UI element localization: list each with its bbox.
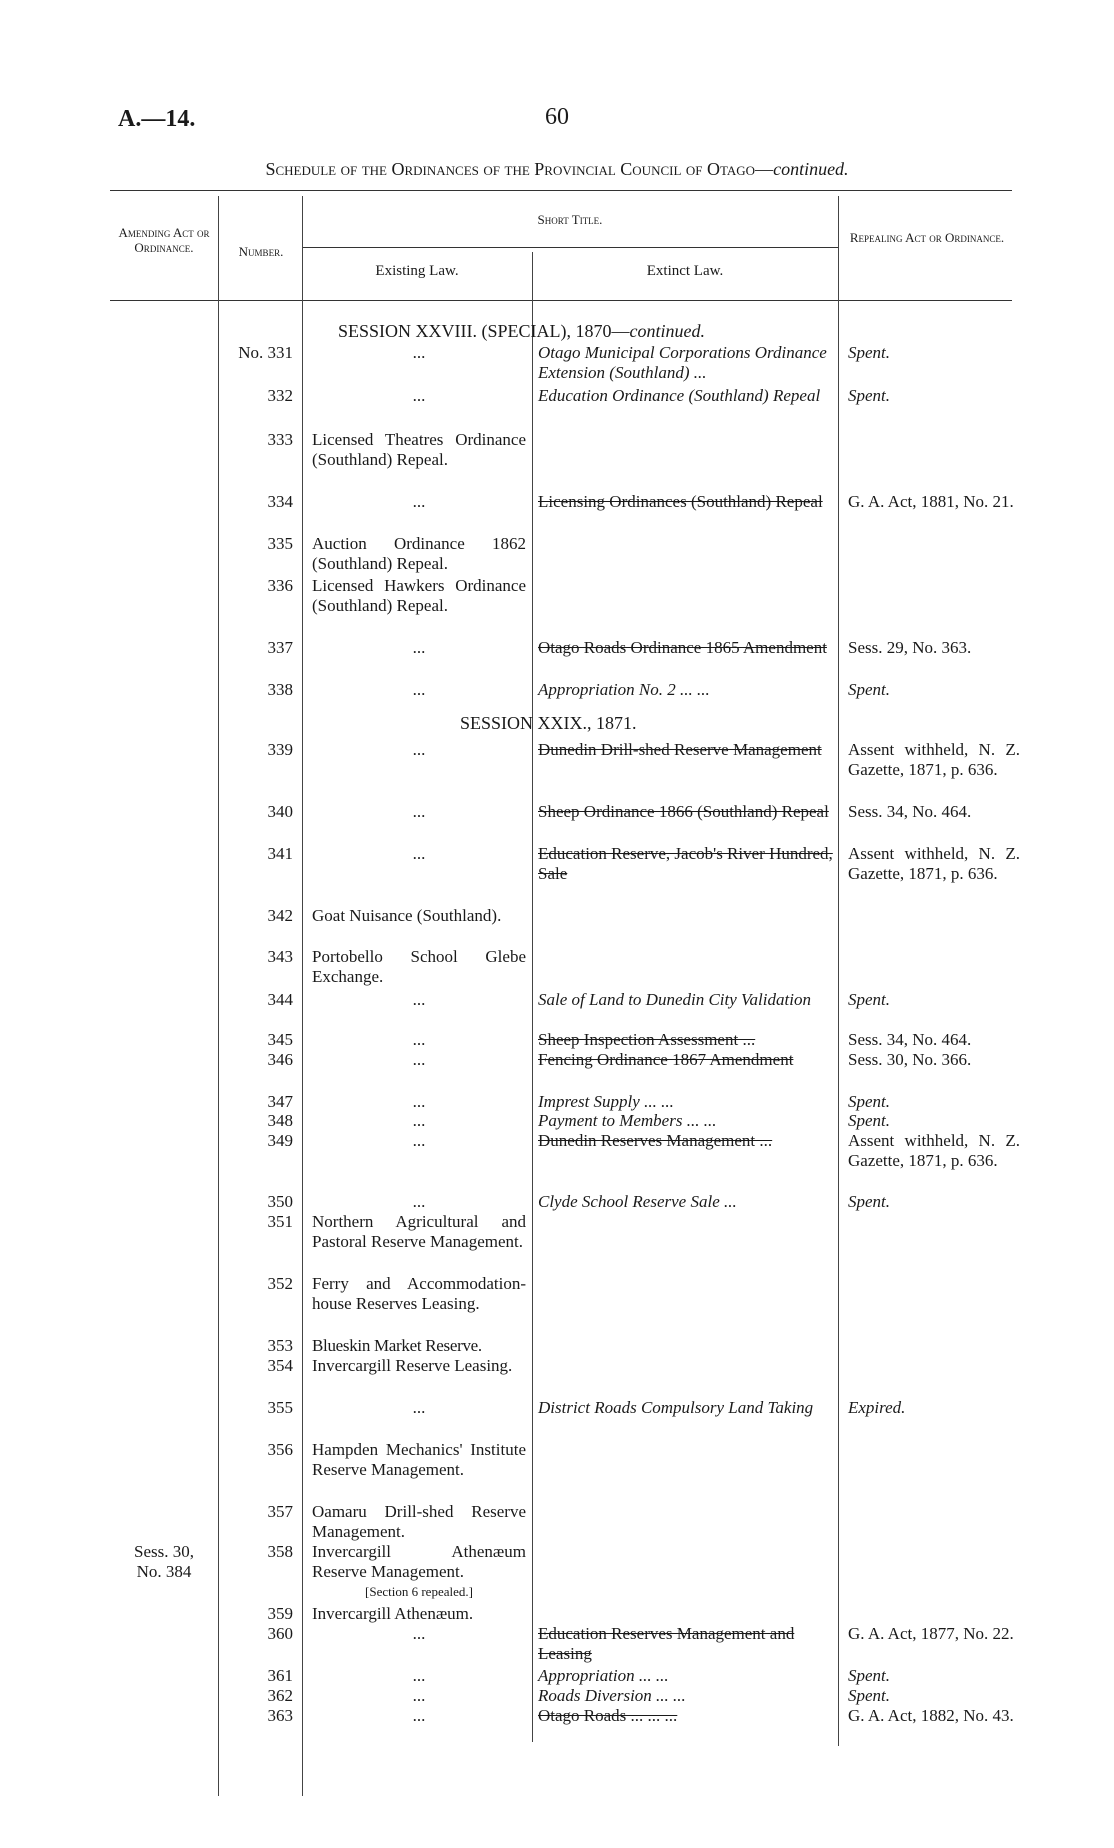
existing-law: ... [412, 1092, 426, 1111]
existing-law: ... [412, 1050, 426, 1069]
ordinance-number: 336 [267, 576, 293, 595]
existing-law: ... [412, 990, 426, 1009]
ordinance-number: 337 [267, 638, 293, 657]
repealing-act: Expired. [848, 1398, 906, 1417]
extinct-law: Sale of Land to Dunedin City Validation [538, 990, 811, 1009]
extinct-law: Dunedin Drill-shed Reserve Management [538, 740, 822, 759]
existing-law [312, 1542, 526, 1602]
section-repealed-note: [Section 6 repealed.] [365, 1584, 473, 1599]
column-divider-number [302, 196, 303, 1796]
ordinance-number: 359 [267, 1604, 293, 1623]
header-amending: Amending Act or Ordinance. [118, 225, 210, 255]
extinct-law: Clyde School Reserve Sale ... [538, 1192, 737, 1211]
session-heading-xxix: SESSION XXIX., 1871. [460, 713, 637, 733]
document-reference: A.—14. [118, 106, 196, 132]
repealing-act: Assent withheld, N. Z. Gazette, 1871, p. 636. [848, 1131, 1020, 1170]
extinct-law: Appropriation No. 2 ... ... [538, 680, 710, 699]
schedule-caption [0, 159, 1114, 180]
existing-law: Invercargill Reserve Leasing. [312, 1356, 513, 1375]
existing-law: Licensed Hawkers Ordinance (Southland) Repeal. [312, 576, 526, 615]
ordinance-number: 361 [267, 1666, 293, 1685]
repealing-act: Spent. [848, 1666, 891, 1685]
repealing-act: Spent. [848, 1111, 891, 1130]
existing-law: ... [412, 1131, 426, 1150]
extinct-law: Fencing Ordinance 1867 Amendment [538, 1050, 794, 1069]
repealing-act: Spent. [848, 1092, 891, 1111]
ordinance-number: 355 [267, 1398, 293, 1417]
repealing-act: G. A. Act, 1881, No. 21. [848, 492, 1014, 511]
ordinance-number: 348 [267, 1111, 293, 1130]
header-number: Number. [238, 244, 284, 259]
existing-law: Goat Nuisance (Southland). [312, 906, 502, 925]
extinct-law: Otago Municipal Corporations Ordinance Extension (Southland) ... [538, 343, 827, 382]
header-short-title: Short Title. [537, 212, 603, 227]
ordinance-number: 360 [267, 1624, 293, 1643]
ordinance-number: 354 [267, 1356, 293, 1375]
ordinance-number: 358 [267, 1542, 293, 1561]
ordinance-number: 357 [267, 1502, 293, 1521]
ordinance-number: 335 [267, 534, 293, 553]
ordinance-number: 332 [267, 386, 293, 405]
extinct-law: Imprest Supply ... ... [538, 1092, 674, 1111]
ordinance-number: 362 [267, 1686, 293, 1705]
table-top-rule [110, 190, 1012, 191]
repealing-act: Spent. [848, 990, 891, 1009]
existing-law: ... [412, 638, 426, 657]
existing-law: ... [412, 1706, 426, 1725]
existing-law: ... [412, 1192, 426, 1211]
repealing-act: Spent. [848, 1686, 891, 1705]
short-title-rule [302, 247, 838, 248]
repealing-act: Spent. [848, 343, 891, 362]
repealing-act: G. A. Act, 1882, No. 43. [848, 1706, 1014, 1725]
caption-continued: continued. [773, 159, 849, 179]
extinct-law: Licensing Ordinances (Southland) Repeal [538, 492, 823, 511]
extinct-law: Payment to Members ... ... [538, 1111, 717, 1130]
repealing-act: Sess. 30, No. 366. [848, 1050, 972, 1069]
existing-law: ... [412, 1111, 426, 1130]
existing-law: Northern Agricultural and Pastoral Reserve Management. [312, 1212, 526, 1251]
ordinance-number: 341 [267, 844, 293, 863]
ordinance-number: 349 [267, 1131, 293, 1150]
column-divider-extinct [838, 196, 839, 1746]
repealing-act: Sess. 34, No. 464. [848, 1030, 972, 1049]
extinct-law: Otago Roads ... ... ... [538, 1706, 678, 1725]
ordinance-number: 347 [267, 1092, 293, 1111]
existing-law-title: Invercargill Athenæum Reserve Management. [312, 1542, 526, 1581]
ordinance-number: 343 [267, 947, 293, 966]
repealing-act: Assent withheld, N. Z. Gazette, 1871, p. 636. [848, 740, 1020, 779]
repealing-act: Spent. [848, 386, 891, 405]
extinct-law: Otago Roads Ordinance 1865 Amendment [538, 638, 827, 657]
repealing-act: G. A. Act, 1877, No. 22. [848, 1624, 1014, 1643]
ordinance-number: 345 [267, 1030, 293, 1049]
header-bottom-rule [110, 300, 1012, 301]
existing-law: ... [412, 1030, 426, 1049]
existing-law: ... [412, 386, 426, 405]
ordinance-number: No. 331 [238, 343, 293, 362]
extinct-law: Roads Diversion ... ... [538, 1686, 686, 1705]
column-divider-existing [532, 252, 533, 1742]
existing-law: ... [412, 740, 426, 759]
extinct-law: Education Reserve, Jacob's River Hundred, Sale [538, 844, 833, 883]
ordinance-number: 356 [267, 1440, 293, 1459]
existing-law: Licensed Theatres Ordinance (Southland) Repeal. [312, 430, 526, 469]
caption-text: Schedule of the Ordinances of the Provincial Council of Otago— [265, 159, 774, 179]
session-heading-text: SESSION XXVIII. (SPECIAL), 1870— [338, 321, 630, 341]
ordinance-number: 342 [267, 906, 293, 925]
ordinance-number: 346 [267, 1050, 293, 1069]
repealing-act: Sess. 34, No. 464. [848, 802, 972, 821]
extinct-law: Dunedin Reserves Management ... [538, 1131, 773, 1150]
page-number: 60 [545, 104, 569, 130]
header-existing-law: Existing Law. [375, 263, 459, 279]
existing-law: Oamaru Drill-shed Reserve Management. [312, 1502, 526, 1541]
ordinance-number: 338 [267, 680, 293, 699]
existing-law: ... [412, 802, 426, 821]
ordinance-number: 350 [267, 1192, 293, 1211]
ordinance-number: 340 [267, 802, 293, 821]
ordinance-number: 363 [267, 1706, 293, 1725]
repealing-act: Assent withheld, N. Z. Gazette, 1871, p. 636. [848, 844, 1020, 883]
ordinance-number: 344 [267, 990, 293, 1009]
existing-law: ... [412, 492, 426, 511]
existing-law: Hampden Mechanics' Institute Reserve Management. [312, 1440, 526, 1479]
existing-law: Invercargill Athenæum. [312, 1604, 474, 1623]
existing-law: ... [412, 680, 426, 699]
existing-law: ... [412, 343, 426, 362]
existing-law: ... [412, 844, 426, 863]
header-extinct-law: Extinct Law. [646, 263, 724, 279]
extinct-law: Education Reserves Management and Leasing [538, 1624, 795, 1663]
existing-law: Blueskin Market Reserve. [312, 1336, 482, 1355]
extinct-law: Education Ordinance (Southland) Repeal [538, 386, 821, 405]
ordinance-number: 339 [267, 740, 293, 759]
extinct-law: Sheep Inspection Assessment ... [538, 1030, 756, 1049]
repealing-act: Sess. 29, No. 363. [848, 638, 972, 657]
session-heading-continued: continued. [629, 321, 705, 341]
existing-law: ... [412, 1624, 426, 1643]
existing-law: Auction Ordinance 1862 (Southland) Repeal. [312, 534, 526, 573]
existing-law: ... [412, 1666, 426, 1685]
header-repealing: Repealing Act or Ordinance. [849, 230, 1005, 245]
ordinance-number: 351 [267, 1212, 293, 1231]
existing-law: Ferry and Accommodation-house Reserves Leasing. [312, 1274, 526, 1313]
amending-act: Sess. 30, No. 384 [134, 1542, 194, 1581]
existing-law: Portobello School Glebe Exchange. [312, 947, 526, 986]
ordinance-number: 352 [267, 1274, 293, 1293]
existing-law: ... [412, 1686, 426, 1705]
extinct-law: Appropriation ... ... [538, 1666, 669, 1685]
ordinance-number: 353 [267, 1336, 293, 1355]
repealing-act: Spent. [848, 1192, 891, 1211]
repealing-act: Spent. [848, 680, 891, 699]
ordinance-number: 334 [267, 492, 293, 511]
extinct-law: District Roads Compulsory Land Taking [538, 1398, 814, 1417]
extinct-law: Sheep Ordinance 1866 (Southland) Repeal [538, 802, 829, 821]
session-heading-xxviii [338, 321, 705, 342]
existing-law: ... [412, 1398, 426, 1417]
ordinance-number: 333 [267, 430, 293, 449]
